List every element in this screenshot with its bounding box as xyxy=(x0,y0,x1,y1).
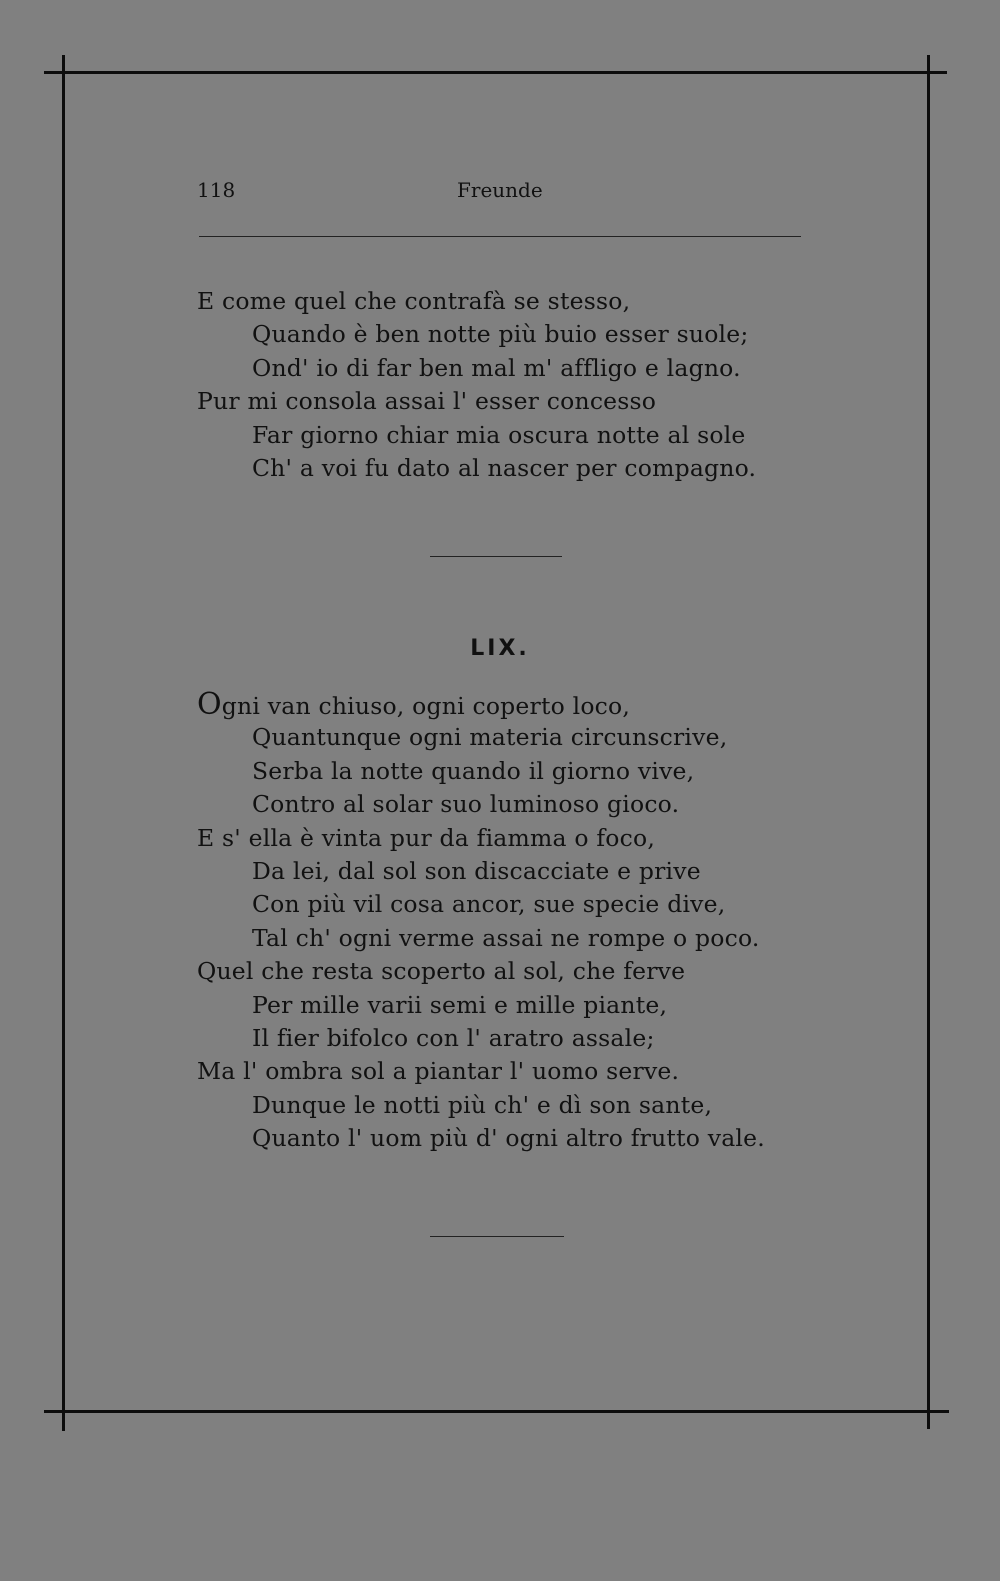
poem-continued xyxy=(197,285,756,485)
running-head: Freunde xyxy=(457,178,543,202)
frame-right-rule xyxy=(927,55,930,1429)
verse-line: Far giorno chiar mia oscura notte al sole xyxy=(252,420,746,449)
sonnet-heading: LIX. xyxy=(470,636,530,661)
verse-line-first xyxy=(197,688,765,721)
drop-cap: O xyxy=(197,687,222,722)
frame-top-rule xyxy=(44,71,947,74)
verse-line: Da lei, dal sol son discacciate e prive xyxy=(252,856,701,885)
verse-line: Ch' a voi fu dato al nascer per compagno. xyxy=(252,453,757,482)
verse-line: Quantunque ogni materia circunscrive, xyxy=(252,723,728,752)
verse-line: Con più vil cosa ancor, sue specie dive, xyxy=(252,890,726,919)
section-separator xyxy=(430,556,562,557)
first-line-text: gni van chiuso, ogni coperto loco, xyxy=(221,692,631,720)
section-separator xyxy=(430,1236,564,1237)
verse-line: Tal ch' ogni verme assai ne rompe o poco. xyxy=(252,923,760,952)
verse-line: Quando è ben notte più buio esser suole; xyxy=(252,320,749,349)
verse-line: E s' ella è vinta pur da fiamma o foco, xyxy=(197,823,655,852)
verse-line: E come quel che contrafà se stesso, xyxy=(197,287,631,315)
verse-line: Ond' io di far ben mal m' affligo e lagno. xyxy=(252,353,741,382)
verse-line: Quanto l' uom più d' ogni altro frutto vale. xyxy=(252,1124,765,1153)
header-rule xyxy=(199,236,801,237)
verse-line: Dunque le notti più ch' e dì son sante, xyxy=(252,1090,713,1119)
verse-line: Pur mi consola assai l' esser concesso xyxy=(197,387,657,416)
page-header xyxy=(197,178,802,206)
verse-line: Quel che resta scoperto al sol, che ferve xyxy=(197,957,686,986)
verse-line: Ma l' ombra sol a piantar l' uomo serve. xyxy=(197,1057,680,1086)
verse-line: Serba la notte quando il giorno vive, xyxy=(252,756,695,785)
sonnet-lix xyxy=(197,688,765,1155)
verse-line: Contro al solar suo luminoso gioco. xyxy=(252,790,680,819)
verse-line: Il fier bifolco con l' aratro assale; xyxy=(252,1023,655,1052)
frame-left-rule xyxy=(62,55,65,1431)
frame-bottom-rule xyxy=(44,1410,949,1413)
verse-line: Per mille varii semi e mille piante, xyxy=(252,990,668,1019)
page-number: 118 xyxy=(197,178,236,202)
